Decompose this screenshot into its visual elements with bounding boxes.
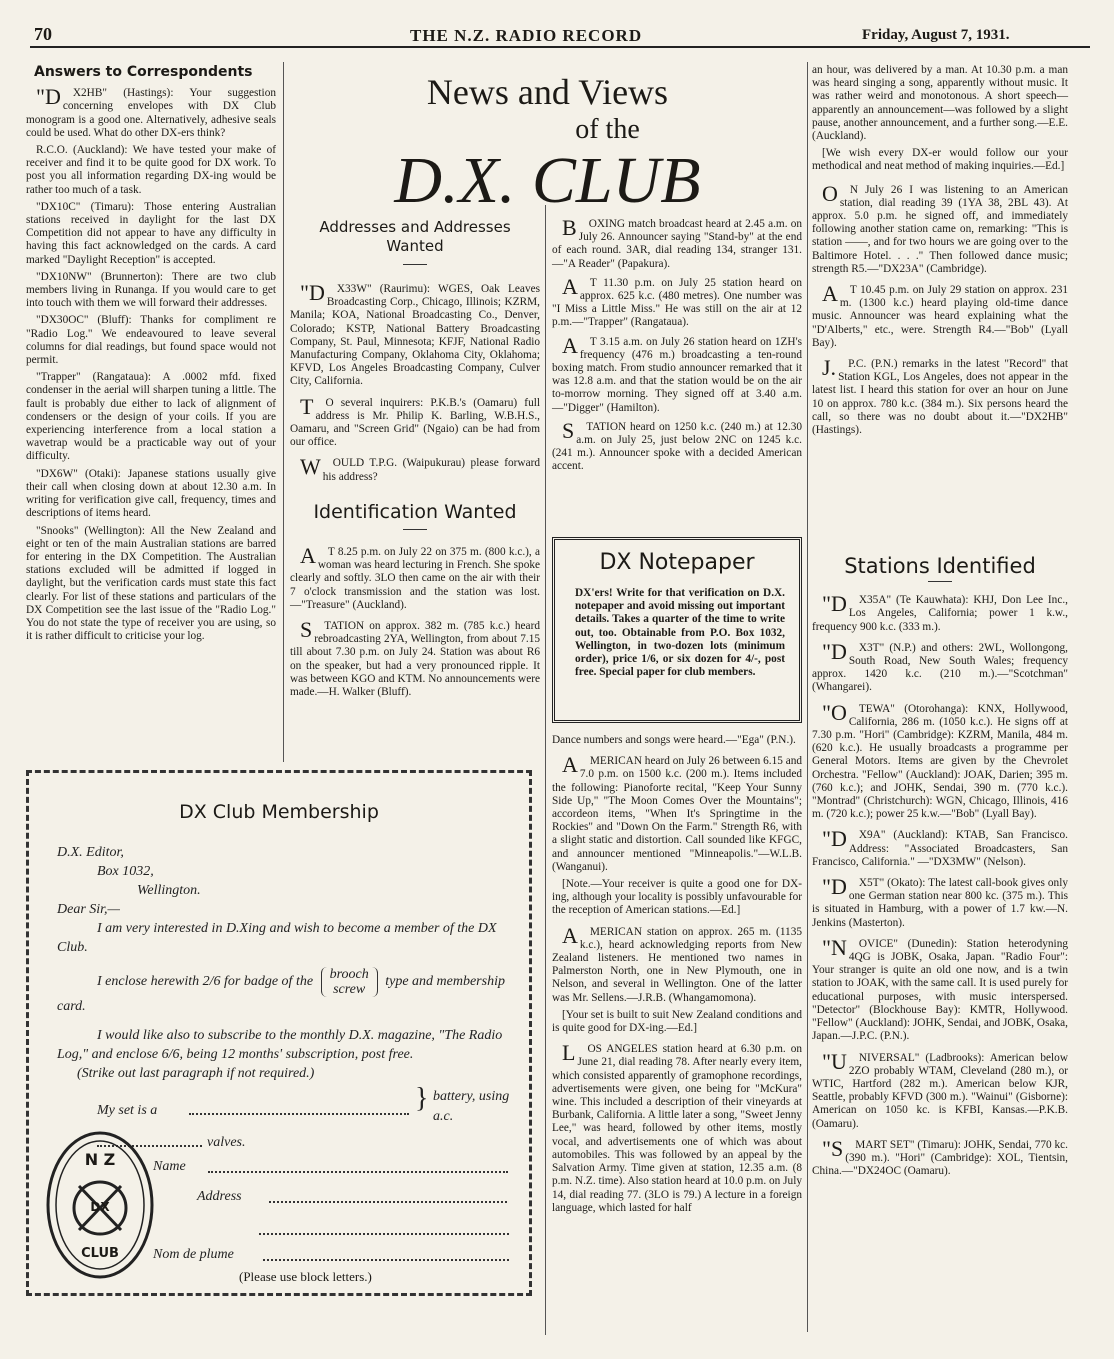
report-paragraph: AT 3.15 a.m. on July 26 station heard on 1ZH's frequency (476 m.) broadcasting a ten-round boxing match. From studio announcer remarked that it was 12.8 a.m. and that the station would be on the air to-morrow morning. They signed off at 3.40 a.m.—"Digger" (Hamilton).	[552, 332, 802, 414]
block-letters-note: (Please use block letters.)	[239, 1269, 372, 1284]
name-label: Name	[153, 1159, 186, 1174]
answers-column	[26, 66, 276, 647]
identification-paragraph: STATION on approx. 382 m. (785 k.c.) heard rebroadcasting 2YA, Wellington, from about 7.15 till about 7.30 p.m. on July 24. Station was about R6 on the speaker, but had a very pronounced ripple. It was between KGO and KTM. No announcements were made.—H. Walker (Bluff).	[290, 617, 540, 699]
addresses-heading-line2: Wanted	[386, 237, 444, 255]
masthead-rule	[30, 46, 1090, 48]
column-rule	[283, 62, 284, 762]
report-paragraph: STATION heard on 1250 k.c. (240 m.) at 12.30 a.m. on July 25, just below 2NC on 1245 k.c. (241 m.). Announcer spoke with a decided American accent.	[552, 417, 802, 473]
station-paragraph: "DX5T" (Okato): The latest call-book gives only one German station near 800 kc. (375 m.). This is situated in Hamburg, with a power of 1.7 kw.—N. Jenkins (Masterton).	[812, 874, 1068, 929]
report-paragraph: LOS ANGELES station heard at 6.30 p.m. on June 21, dial reading 78. After nearly every item, which consisted apparently of gramophone recordings, advertisements were given, one being for "McKura" wine. This included a description of their vineyards at Burbank, California. A little later a song, "Sweet Jenny Lee," was heard, followed by other items, mostly vocal, and advertisements one of which was about automobiles. This was followed by an appeal by the Salvation Army. Time given at station, 12.35 a.m. (8 p.m. N.Z. time). Also station heard at 10.0 p.m. on July 14, dial reading 77. (3LO is 79.) A lecture in a foreign language, which lasted for half	[552, 1040, 802, 1214]
notepaper-heading: DX Notepaper	[599, 550, 755, 575]
headline-line2: of the	[575, 114, 640, 145]
answer-paragraph: "DX10NW" (Brunnerton): There are two club members living in Runanga. If you would care to get into touch with them we will forward their addresses.	[26, 270, 276, 310]
badge-line	[57, 967, 513, 1016]
badge-option-brooch[interactable]: brooch	[329, 967, 369, 982]
editor-note: [Note.—Your receiver is quite a good one for DX-ing, although your locality is possibly unfavourable for the reception of American stations.—Ed.]	[552, 878, 802, 917]
station-paragraph: "OTEWA" (Otorohanga): KNX, Hollywood, California, 286 m. (1050 k.c.). He signs off at 7.30 p.m. "Hori" (Cambridge): KZRM, Manila, 484 m. (620 k.c.). He usually broadcasts a programme per General Motors. Items are given by the Chevrolet Orchestra. "Fellow" (Auckland): JOAK, Darien; 395 m. (760 k.c.); and JOHK, Sendai, 390 m. (770 k.c.). "Montrad" (Christchurch): WGN, Chicago, Illinois, 416 m. (720 k.c.); power 25 k.w.—"Bob" (Lyall Bay).	[812, 699, 1068, 821]
answer-paragraph: "Trapper" (Rangataua): A .0002 mfd. fixed condenser in the aerial will sharpen tuning a little. The fault is probably due either to lack of alignment of condensers or the design of your coils. If you are experiencing interference from a local station a wavetrap would be a practicable way out of your difficulty.	[26, 371, 276, 463]
badge-line-pre: I enclose herewith 2/6 for badge of the	[97, 974, 314, 990]
salutation: Dear Sir,—	[57, 902, 121, 917]
address-paragraph: TO several inquirers: P.K.B.'s (Oamaru) full address is Mr. Philip K. Barling, W.B.H.S., Oamaru, and "Screen Grid" (Ngaio) can be had from our office.	[290, 393, 540, 449]
middle-column-top	[552, 215, 802, 478]
station-paragraph: "NOVICE" (Dunedin): Station heterodyning 4QG is JOBK, Osaka, Japan. "Radio Four": Your stranger is quite an old one now, and is a twin station to JOAK, with the same call. It is used purely for educational purposes, with music interspersed. "Detector" (Blockhouse Bay): KMTR, Hollywood. "Fellow" (Auckland): JOHK, Sendai, and JOBK, Osaka, Japan.—J.P.C. (P.N.).	[812, 934, 1068, 1043]
editor-note: [Your set is built to suit New Zealand conditions and is quite good for DX-ing.—Ed.]	[552, 1008, 802, 1035]
answer-paragraph: R.C.O. (Auckland): We have tested your make of receiver and find it to be quite good for DX work. To post you all information regarding DX-ing would be rather too much of a task.	[26, 144, 276, 196]
notepaper-box	[552, 537, 802, 723]
badge-line-post: type and membership card.	[57, 974, 505, 1014]
set-option-ac[interactable]: a.c.	[433, 1109, 454, 1124]
station-paragraph: "DX35A" (Te Kauwhata): KHJ, Don Lee Inc., Los Angeles, California; power 1 k.w., frequency 900 k.c. (333 m.).	[812, 591, 1068, 633]
dx-club-logo	[41, 1128, 159, 1283]
address-paragraph: WOULD T.P.G. (Waipukurau) please forward his address?	[300, 454, 540, 483]
set-option-brace: }	[415, 1083, 429, 1114]
stations-heading: Stations Identified	[844, 554, 1036, 578]
report-paragraph: J.P.C. (P.N.) remarks in the latest "Record" that Station KGL, Los Angeles, does not appear in the latest list. I heard this station for over an hour on June 10 on approx. 780 k.c. (384 m.). Six persons heard the call, so there was no doubt about it.—"DX2HB" (Hastings).	[812, 355, 1068, 437]
column-rule	[807, 62, 808, 1332]
headline-line3: D.X. CLUB	[394, 144, 701, 217]
report-paragraph: AMERICAN heard on July 26 between 6.15 and 7.0 p.m. on 1500 k.c. (200 m.). Items included the following: Pianoforte recital, "Keep Your Sunny Side Up," "The Moon Comes Over the Mountains"; accordeon items, "When It's Springtime in the Rockies" and "Down On the Farm." Strength R6, with a slight static and distortion. Call sounded like KFGC, and announcer mentioned "Minneapolis."—W.L.B. (Wanganui).	[552, 752, 802, 873]
membership-coupon	[26, 770, 532, 1296]
plume-row	[153, 1245, 513, 1267]
report-paragraph: AT 10.45 p.m. on July 29 station on approx. 231 m. (1300 k.c.) heard playing old-time dance music. Announcer was heard explaining what the "D'Alberts," etc., were. Strength R4.—"Bob" (Lyall Bay).	[812, 281, 1068, 349]
answer-paragraph: "Snooks" (Wellington): All the New Zealand and eight or ten of the main Australian stations are barred for entering in the DX Competition. The Australian stations excluded will be admitted if logged in daylight, but the verification cards must state this fact clearly. For list of these stations and particulars of the DX Competition see the last issue of the "Radio Log." You do not state the type of receiver you are using, so it is rather difficult to criticise your log.	[26, 524, 276, 643]
answer-paragraph: "DX2HB" (Hastings): Your suggestion concerning envelopes with DX Club monogram is a good one. Alternatively, adhesive seals could be used. What do other DX-ers think?	[26, 84, 276, 139]
right-column	[812, 64, 1068, 441]
headline	[290, 70, 805, 216]
identification-heading: Identification Wanted	[313, 500, 517, 523]
plume-field[interactable]	[263, 1259, 509, 1261]
logo-top-text: N Z	[84, 1150, 116, 1169]
section-divider	[403, 264, 427, 265]
strike-note: (Strike out last paragraph if not required.)	[77, 1066, 315, 1081]
membership-form	[57, 843, 513, 1155]
logo-middle-text: DX	[90, 1200, 110, 1214]
addresses-column	[290, 218, 540, 703]
set-option-battery[interactable]: battery, using	[433, 1089, 510, 1104]
badge-option-screw[interactable]: screw	[333, 982, 366, 997]
address-field[interactable]	[269, 1201, 507, 1203]
stations-column	[812, 554, 1068, 1182]
identification-paragraph: AT 8.25 p.m. on July 22 on 375 m. (800 k.c.), a woman was heard lecturing in French. She spoke clearly and softly. 3LO then came on the air with their 7 o'clock transmission and the station was lost.—"Treasure" (Auckland).	[290, 543, 541, 611]
station-paragraph: "UNIVERSAL" (Ladbrooks): American below 2ZO probably WTAM, Cleveland (280 m.), or WTIC, Hartford (282 m.). American below KJR, Seattle, probably KFVD (300 m.). "Wainui" (Gisborne): American on 1050 kc. is KFBI, Kansas.—P.K.B. (Oamaru).	[812, 1048, 1068, 1130]
station-paragraph: "DX9A" (Auckland): KTAB, San Francisco. Address: "Associated Broadcasters, San Francisco, California." —"DX3MW" (Nelson).	[812, 826, 1068, 868]
middle-column-bottom	[552, 734, 802, 1219]
addresses-heading-line1: Addresses and Addresses	[319, 218, 511, 236]
report-paragraph: ON July 26 I was listening to an American station, dial reading 39 (1YA 38, 2BL 43). At approx. 5.0 p.m. he signed off, and immediately following another station came on, remarking: "This is station ——, and for two hours we are going over to the Baltimore Hotel. . . ." Then followed dance music; strength R5.—"DX23A" (Cambridge).	[812, 180, 1068, 275]
station-paragraph: "DX3T" (N.P.) and others: 2WL, Wollongong, South Road, New South Wales; frequency approx. 1420 k.c. (210 m.).—"Scotchman" (Whangarei).	[812, 638, 1068, 694]
section-divider	[403, 529, 427, 530]
badge-options[interactable]	[321, 967, 378, 997]
report-paragraph: Dance numbers and songs were heard.—"Ega" (P.N.).	[552, 734, 796, 746]
editor-address-line: Box 1032,	[97, 864, 154, 879]
set-label: My set is a	[97, 1103, 158, 1118]
report-paragraph: AMERICAN station on approx. 265 m. (1135 k.c.), heard acknowledging reports from New Zealand listeners. He mentioned two names in Palmerston North, one in New Plymouth, one in Nelson, and several in Wellington. One of the latter was Mr. Sellens.—J.R.B. (Whangamomona).	[552, 922, 802, 1004]
report-paragraph: BOXING match broadcast heard at 2.45 a.m. on July 26. Announcer saying "Stand-by" at the end of each round. 3AR, dial reading 134, stranger 131.—"A Reader" (Papakura).	[552, 215, 802, 270]
addresses-heading	[290, 218, 540, 256]
report-paragraph: an hour, was delivered by a man. At 10.30 p.m. a man was heard singing a song, apparently without music. It was rather weird and monotonous. A short speech—apparently an announcement—was followed by a slight pause, another announcement, and a further song.—E.E. (Auckland).	[812, 64, 1068, 143]
address-row	[197, 1187, 517, 1209]
address-field-line2[interactable]	[259, 1233, 509, 1235]
editor-address-line: D.X. Editor,	[57, 845, 124, 860]
answer-paragraph: "DX10C" (Timaru): Those entering Australian stations received in daylight for the last DX Competition did not appear to have any difficulty in having this fact acknowledged on the cards. A card marked "Daylight Reception" is accepted.	[26, 200, 276, 266]
name-row	[153, 1157, 513, 1179]
name-field[interactable]	[208, 1171, 508, 1173]
page-number: 70	[34, 24, 52, 44]
plume-label: Nom de plume	[153, 1247, 234, 1262]
notepaper-text: DX'ers! Write for that verification on D.X. notepaper and avoid missing out important details. Takes a quarter of the time to write out, too. Obtainable from P.O. Box 1032, Wellington, in two-dozen lots (minimum order), price 1/6, or six dozen for 4/-, post free. Special paper for club members.	[575, 587, 785, 679]
set-type-row	[57, 1083, 513, 1133]
column-rule	[545, 205, 546, 1335]
headline-line1: News and Views	[426, 72, 669, 112]
address-label: Address	[197, 1189, 242, 1204]
masthead-date: Friday, August 7, 1931.	[862, 27, 1010, 43]
answers-heading: Answers to Correspondents	[34, 64, 253, 80]
station-paragraph: "SMART SET" (Timaru): JOHK, Sendai, 770 kc. (390 m.). "Hori" (Cambridge): XOL, Tientsin, China.—"DX24OC (Oamaru).	[812, 1135, 1068, 1178]
subscription-line: I would like also to subscribe to the monthly D.X. magazine, "The Radio Log," and enclose 6/6, being 12 months' subscription, post free.	[57, 1028, 503, 1062]
membership-line: I am very interested in D.Xing and wish to become a member of the DX Club.	[57, 921, 497, 955]
section-divider	[928, 581, 952, 582]
address-paragraph: "DX33W" (Raurimu): WGES, Oak Leaves Broadcasting Corp., Chicago, Illinois; KZRM, Manila; KOA, National Broadcasting Co., Denver, Colorado; KSTP, National Battery Broadcasting Company, St. Paul, Minnesota; KFJF, National Radio Manufacturing Company, Oklahoma City, Oklahoma; KFVD, Los Angeles Broadcasting Company, Culver City, California.	[290, 280, 540, 388]
answer-paragraph: "DX6W" (Otaki): Japanese stations usually give their call when closing down at about 12.30 a.m. In writing for verification give call, frequency, times and descriptions of items heard.	[26, 467, 276, 520]
set-type-field[interactable]	[189, 1113, 409, 1115]
answer-paragraph: "DX30OC" (Bluff): Thanks for compliment re "Radio Log." We endeavoured to leave several columns for dial readings, but found space would not permit.	[26, 314, 276, 367]
editor-note: [We wish every DX-er would follow our your methodical and neat method of making inquiries.—Ed.]	[812, 147, 1068, 173]
membership-heading: DX Club Membership	[179, 801, 379, 823]
report-paragraph: AT 11.30 p.m. on July 25 station heard on approx. 625 k.c. (480 metres). One number was "I Miss a Little Miss." He was still on the air at 12 p.m.—"Trapper" (Rangataua).	[552, 273, 802, 329]
valves-label: valves.	[207, 1135, 246, 1150]
masthead-title: THE N.Z. RADIO RECORD	[410, 26, 643, 45]
editor-address-line: Wellington.	[137, 883, 201, 898]
logo-bottom-text: CLUB	[81, 1246, 119, 1261]
